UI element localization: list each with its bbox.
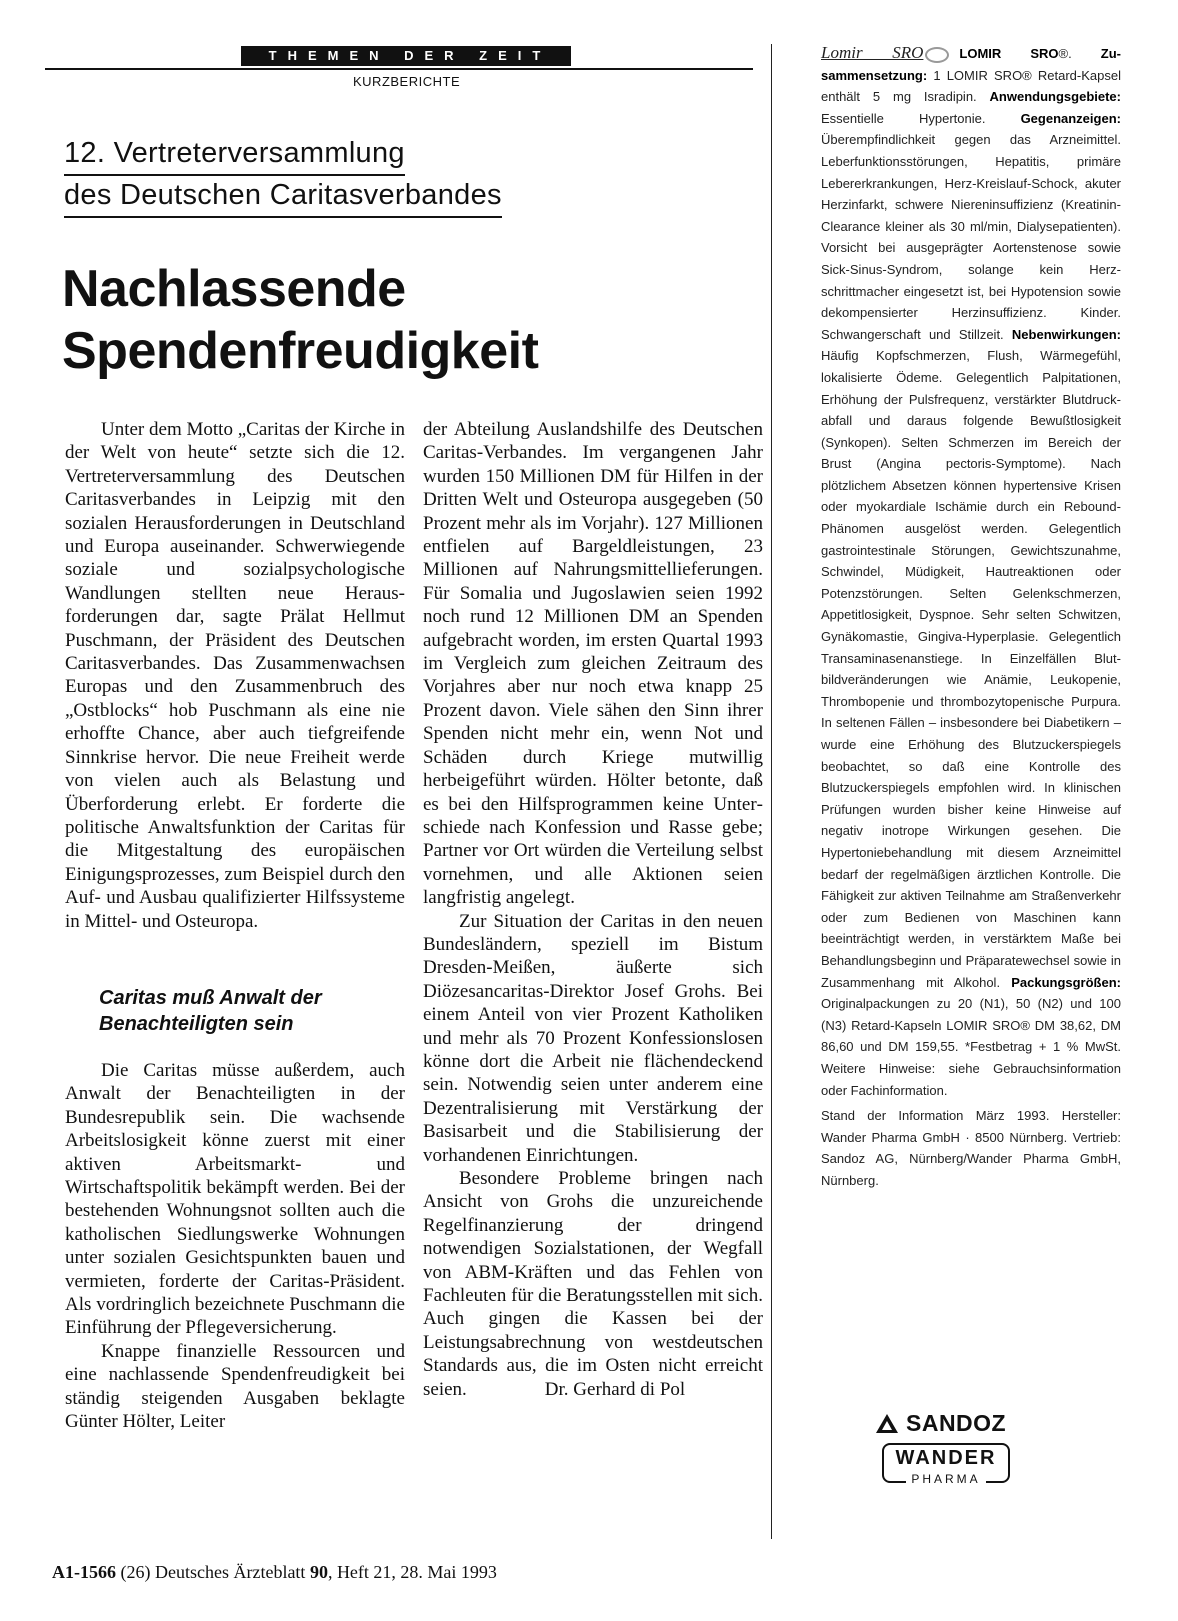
article-subheading: Caritas muß Anwalt der Benachteiligten sein — [99, 986, 322, 1035]
volume-number: 90 — [309, 1562, 328, 1582]
journal-name: (26) Deutsches Ärzteblatt — [120, 1562, 306, 1582]
paragraph: Knappe finanzielle Ressourcen und eine nachlassende Spendenfreudigkeit bei ständig steigenden Ausgaben beklagte Günter Hölter, Leiter — [65, 1340, 405, 1433]
ad-manufacturer-info: Stand der Information März 1993. Hersteller: Wander Pharma GmbH · 8500 Nürnberg. Vertrieb: Sandoz AG, Nürnberg/Wander Pharma GmbH, Nürnberg. — [821, 1108, 1121, 1188]
sandoz-triangle-icon — [876, 1414, 898, 1433]
brand-script-logo: Lomir SRO — [821, 43, 924, 62]
kicker-line-1: 12. Vertreterversammlung — [64, 134, 405, 176]
paragraph: Unter dem Motto „Caritas der Kirche in der Welt von heute“ setzte sich die 12. Vertreterversammlung des Deutschen Caritasverbandes in Leipzig mit den sozialen Herausforderungen in Deutschland und Europa auseinander. Schwerwiegende soziale und sozialpsychologische Wandlungen stellten neue Herausforderungen dar, sagte Prälat Hellmut Puschmann, der Präsident des Deutschen Caritasverbandes. Das Zusammenwachsen Europas und den Zusammenbruch des „Ostblocks“ hob Puschmann als eine nie erhoffte Chance, aber auch tiefgreifende Sinnkrise hervor. Die neue Freiheit werde von vielen auch als Belastung und Überforderung erlebt. Er forderte die politische Anwaltsfunktion der Caritas für die Mitgestaltung des europäischen Einigungsprozesses, zum Beispiel durch den Auf- und Ausbau qualifizierter Hilfssysteme in Mittel- und Osteuropa. — [65, 419, 405, 932]
headline-line-2: Spendenfreudigkeit — [62, 322, 539, 380]
sandoz-logo — [876, 1410, 1006, 1437]
registered-mark: ® — [1058, 46, 1069, 61]
text-gegenanzeigen: Überempfindlichkeit gegen das Arzneimittel. Leberfunktionsstörungen, Hepatitis, primäre Lebererkrankungen, Herz-Kreislauf-Schock, akuter Herzinfarkt, schwere Niereninsuffizienz (Kreatinin-Clearance kleiner als 30 ml/min, Dialysepatienten). Vorsicht bei ausgeprägter Aortenstenose sowie Sick-Sinus-Syndrom, solange kein Herzschrittmacher eingesetzt ist, bei Hypotension sowie dekompensierter Herzinsuffizienz. Kinder. Schwangerschaft und Stillzeit. — [821, 132, 1121, 342]
text-packungsgroessen: Originalpackungen zu 20 (N1), 50 (N2) und 100 (N3) Retard-Kapseln LOMIR SRO® DM 38,62, DM 86,60 und DM 159,55. *Festbetrag + 1 % MwSt. Weitere Hinweise: siehe Gebrauchsinformation oder Fachinformation. — [821, 996, 1121, 1098]
paragraph-text: Besondere Probleme bringen nach Ansicht von Grohs die unzureichende Regelfinanzierung der dringend notwendigen Sozialstationen, der Wegfall von ABM-Kräften und das Fehlen von Fachleuten für die Beratungsstellen mit sich. Auch gingen die Kassen bei der Leistungsabrechnung von westdeutschen Standards aus, die im Osten nicht erreicht seien. — [423, 1168, 763, 1400]
column-divider — [771, 44, 772, 1539]
article-headline — [62, 258, 702, 382]
paragraph: Zur Situation der Caritas in den neuen Bundesländern, speziell im Bistum Dresden-Meißen, äußerte sich Diözesancaritas-Direktor Josef Grohs. Bei einem Anteil von vier Prozent Katholiken und mehr als 70 Prozent Konfessionslosen könne dort die Arbeit nie flächendeckend sein. Notwendig seien unter anderem eine Dezentralisierung mit Verstärkung der Basisarbeit und die Stabilisierung der vorhandenen Einrichtungen. — [423, 910, 763, 1166]
header-rule — [45, 68, 753, 70]
brand-name: LOMIR SRO — [959, 46, 1059, 61]
label-packungsgroessen: Packungsgrößen: — [1011, 974, 1121, 990]
author-signature: Dr. Gerhard di Pol — [544, 1378, 686, 1400]
article-column-2 — [423, 418, 763, 1401]
section-label: THEMEN DER ZEIT — [241, 46, 571, 66]
ad-text: Lomir SRO LOMIR SRO®. Zusammensetzung: 1 LOMIR SRO® Retard-Kapsel enthält 5 mg Isradipin. Anwendungsgebiete: Essentielle Hypertonie. Gegenanzeigen: Überempfindlichkeit gegen das Arzneimittel. Leberfunktionsstörungen, Hepatitis, primäre Lebererkrankungen, Herz-Kreislauf-Schock, akuter Herzinfarkt, schwere Niereninsuffizienz (Kreatinin-Clearance kleiner als 30 ml/min, Dialysepatienten). Vorsicht bei ausgeprägter Aortenstenose sowie Sick-Sinus-Syndrom, solange kein Herzschrittmacher eingesetzt ist, bei Hypotension sowie dekompensierter Herzinsuffizienz. Kinder. Schwangerschaft und Stillzeit. Nebenwirkungen: Häufig Kopfschmerzen, Flush, Wärmegefühl, lokalisierte Ödeme. Gelegentlich Palpitationen, Erhöhung der Pulsfrequenz, verstärkter Blutdruckabfall und daraus folgende Bewußtlosigkeit (Synkopen). Selten Schmerzen im Bereich der Brust (Angina pectoris-Symptome). Nach plötzlichem Absetzen können hypertensive Krisen oder myokardiale Ischämie durch ein Rebound-Phänomen ausgelöst werden. Gelegentlich gastrointestinale Störungen, Gewichtszunahme, Schwindel, Müdigkeit, Hautreaktionen oder Potenzstörungen. Selten Gelenkschmerzen, Appetitlosigkeit, Dyspnoe. Sehr selten Schwitzen, Gynäkomastie, Gingiva-Hyperplasie. Gelegentlich Transaminasenanstiege. In Einzelfällen Blutbildveränderungen wie Anämie, Leukopenie, Thrombopenie und thrombozytopenische Purpura. In seltenen Fällen – insbesondere bei Diabetikern – wurde eine Erhöhung des Blutzuckerspiegels beobachtet, so daß eine Kontrolle des Blutzuckerspiegels empfohlen wird. In klinischen Prüfungen wurden bisher keine Hinweise auf negativ inotrope Wirkungen gesehen. Die Hypertoniebehandlung mit diesem Arzneimittel bedarf der regelmäßigen ärztlichen Kontrolle. Die Fähigkeit zur aktiven Teilnahme am Straßenverkehr oder zum Bedienen von Maschinen kann beeinträchtigt werden, in verstärktem Maße bei Behandlungsbeginn und Präparatewechsel sowie in Zusammenhang mit Alkohol. Packungsgrößen: Originalpackungen zu 20 (N1), 50 (N2) und 100 (N3) Retard-Kapseln LOMIR SRO® DM 38,62, DM 86,60 und DM 159,55. *Festbetrag + 1 % MwSt. Weitere Hinweise: siehe Gebrauchsinformation oder Fachinformation. — [821, 43, 1121, 1098]
paragraph: der Abteilung Auslandshilfe des Deutschen Caritas-Verbandes. Im vergangenen Jahr wurden 150 Millionen DM für Hilfen in der Dritten Welt und Osteuropa ausgegeben (50 Prozent mehr als im Vorjahr). 127 Millionen entfielen auf Bargeldleistungen, 23 Millionen auf Nahrungsmittellieferungen. Für Somalia und Jugoslawien seien 1992 noch rund 12 Millionen DM an Spenden aufgebracht worden, im ersten Quartal 1993 im Vergleich zum gleichen Zeitraum des Vorjahres aber nur noch etwa knapp 25 Prozent davon. Viele sähen den Sinn ihrer Spenden nicht mehr ein, wenn Not und Schäden durch Kriege mutwillig herbeigeführt würden. Hölter betonte, daß es bei den Hilfsprogrammen keine Unterschiede nach Konfession und Rasse gebe; Partner vor Ort würden die Verteilung selbst vornehmen, und alle Aktionen seien langfristig angelegt. — [423, 419, 763, 909]
text-nebenwirkungen: Häufig Kopfschmerzen, Flush, Wärmegefühl, lokalisierte Ödeme. Gelegentlich Palpitationen, Erhöhung der Pulsfrequenz, verstärkter Blutdruckabfall und daraus folgende Bewußtlosigkeit (Synkopen). Selten Schmerzen im Bereich der Brust (Angina pectoris-Symptome). Nach plötzlichem Absetzen können hypertensive Krisen oder myokardiale Ischämie durch ein Rebound-Phänomen ausgelöst werden. Gelegentlich gastrointestinale Störungen, Gewichtszunahme, Schwindel, Müdigkeit, Hautreaktionen oder Potenzstörungen. Selten Gelenkschmerzen, Appetitlosigkeit, Dyspnoe. Sehr selten Schwitzen, Gynäkomastie, Gingiva-Hyperplasie. Gelegentlich Transaminasenanstiege. In Einzelfällen Blutbildveränderungen wie Anämie, Leukopenie, Thrombopenie und thrombozytopenische Purpura. In seltenen Fällen – insbesondere bei Diabetikern – wurde eine Erhöhung des Blutzuckerspiegels beobachtet, so daß eine Kontrolle des Blutzuckerspiegels empfohlen wird. In klinischen Prüfungen wurden bisher keine Hinweise auf negativ inotrope Wirkungen gesehen. Die Hypertoniebehandlung mit diesem Arzneimittel bedarf der regelmäßigen ärztlichen Kontrolle. Die Fähigkeit zur aktiven Teilnahme am Straßenverkehr oder zum Bedienen von Maschinen kann beeinträchtigt werden, in verstärktem Maße bei Behandlungsbeginn und Präparatewechsel sowie in Zusammenhang mit Alkohol. — [821, 348, 1121, 990]
wander-logo — [882, 1443, 1010, 1486]
label-nebenwirkungen: Nebenwirkungen: — [1011, 326, 1121, 342]
sandoz-wordmark: SANDOZ — [906, 1410, 1007, 1436]
text-anwendungsgebiete: Essentielle Hypertonie. — [821, 110, 986, 126]
page-id: A1-1566 — [52, 1562, 116, 1582]
label-gegenanzeigen: Gegenanzeigen: — [1020, 110, 1121, 126]
drug-advertisement — [821, 42, 1121, 1191]
paragraph: Die Caritas müsse außerdem, auch Anwalt der Benachteiligten in der Bundesrepublik sein. Die wachsende Arbeitslosigkeit könne zuerst mit einer aktiven Arbeitsmarkt- und Wirtschaftspolitik bekämpft werden. Bei der bestehenden Wohnungsnot sollten auch die katholischen Siedlungswerke Wohnungen unter sozialen Gesichtspunkten bauen und vermieten, forderte der Caritas-Präsident. Als vordringlich bezeichnete Puschmann die Einführung der Pflegeversicherung. — [65, 1059, 405, 1339]
kicker-line-2: des Deutschen Caritasverbandes — [64, 176, 502, 218]
article-kicker — [64, 134, 502, 218]
label-anwendungsgebiete: Anwendungsgebiete: — [989, 89, 1121, 105]
section-sublabel: KURZBERICHTE — [353, 74, 461, 89]
label-zusammensetzung: Zusammensetzung: — [821, 46, 1121, 83]
paragraph — [423, 1167, 763, 1401]
issue-date: , Heft 21, 28. Mai 1993 — [327, 1562, 497, 1582]
headline-line-1: Nachlassende — [62, 260, 406, 318]
article-column-1 — [65, 418, 405, 1433]
brand-logo-icon — [925, 47, 949, 63]
wander-wordmark: WANDER — [895, 1447, 997, 1469]
page-footer — [52, 1562, 497, 1583]
text-zusammensetzung: 1 LOMIR SRO® Retard-Kapsel enthält 5 mg Isradipin. — [821, 67, 1121, 105]
pharma-wordmark: PHARMA — [906, 1472, 985, 1486]
